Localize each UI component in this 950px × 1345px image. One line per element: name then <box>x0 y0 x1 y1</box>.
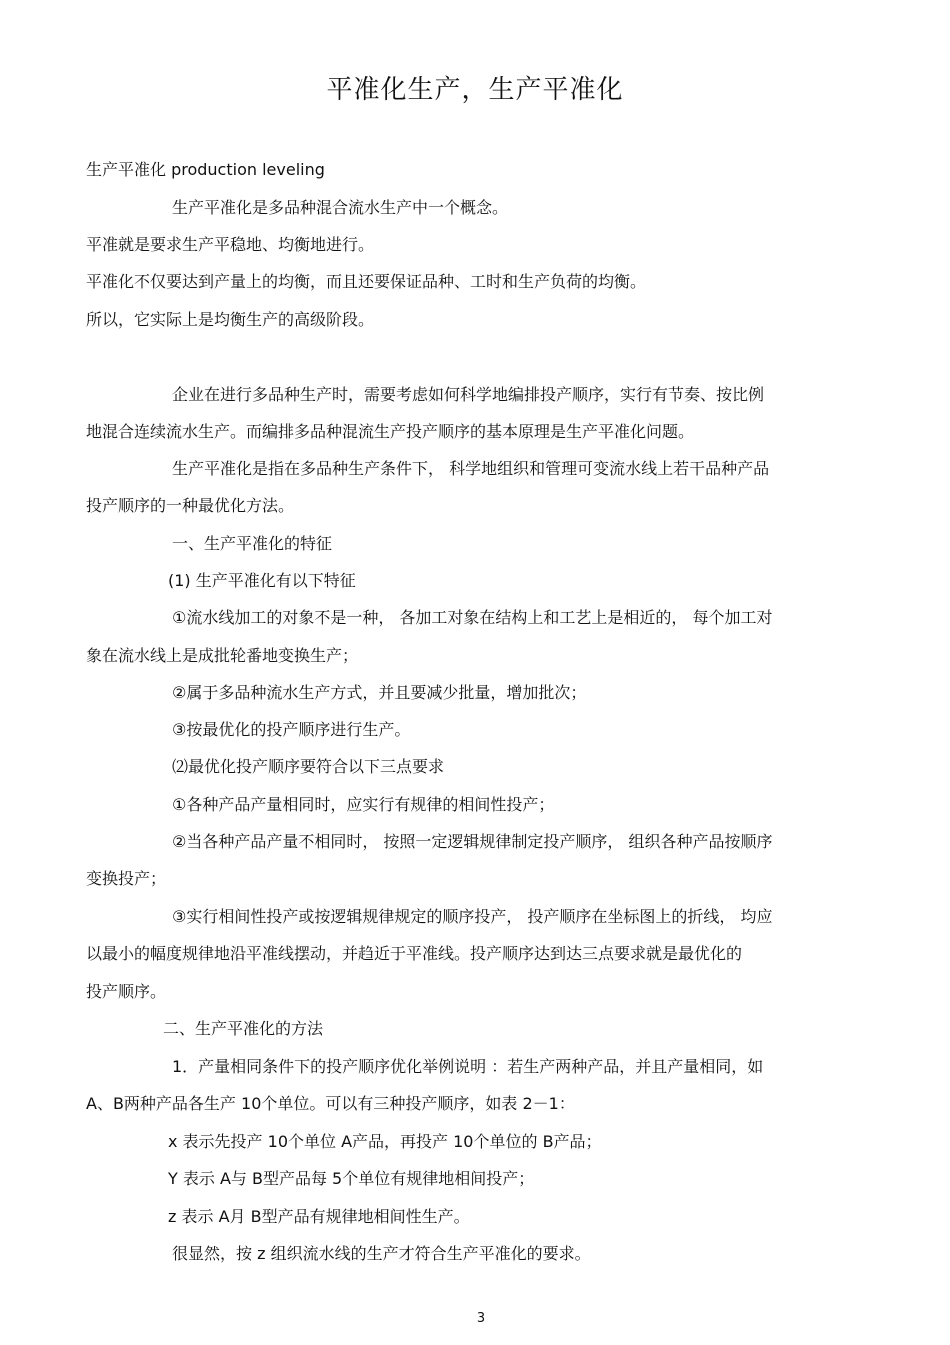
paragraph-line: 生产平准化是指在多品种生产条件下， 科学地组织和管理可变流水线上若干品种产品 <box>172 459 770 478</box>
paragraph-line: 生产平准化是多品种混合流水生产中一个概念。 <box>172 198 509 217</box>
paragraph-line: 企业在进行多品种生产时，需要考虑如何科学地编排投产顺序，实行有节奏、按比例 <box>172 385 765 404</box>
paragraph-line: 平准化不仅要达到产量上的均衡，而且还要保证品种、工时和生产负荷的均衡。 <box>86 272 647 291</box>
list-item: ①各种产品产量相同时，应实行有规律的相间性投产； <box>172 795 555 814</box>
paragraph-line: 地混合连续流水生产。而编排多品种混流生产投产顺序的基本原理是生产平准化问题。 <box>86 422 695 441</box>
paragraph-line: A、B两种产品各生产 10个单位。可以有三种投产顺序，如表 2－1： <box>86 1094 575 1113</box>
paragraph-line: 所以，它实际上是均衡生产的高级阶段。 <box>86 310 375 329</box>
list-item: x 表示先投产 10个单位 A产品，再投产 10个单位的 B产品； <box>168 1132 602 1151</box>
paragraph-line: 投产顺序的一种最优化方法。 <box>86 496 295 515</box>
paragraph-line: 以最小的幅度规律地沿平准线摆动，并趋近于平准线。投产顺序达到达三点要求就是最优化的 <box>86 944 743 963</box>
list-heading: ⑵最优化投产顺序要符合以下三点要求 <box>172 757 445 776</box>
section-heading: 生产平准化 production leveling <box>86 160 325 179</box>
list-item: ③按最优化的投产顺序进行生产。 <box>172 720 411 739</box>
page-number: 3 <box>476 1311 486 1326</box>
list-item: ②属于多品种流水生产方式，并且要减少批量，增加批次； <box>172 683 587 702</box>
list-item: Y 表示 A与 B型产品每 5个单位有规律地相间投产； <box>168 1169 535 1188</box>
paragraph-line: 变换投产； <box>86 869 167 888</box>
page-title: 平准化生产，生产平准化 <box>326 75 624 105</box>
list-heading: (1) 生产平准化有以下特征 <box>168 571 356 590</box>
paragraph-line: ②当各种产品产量不相同时， 按照一定逻辑规律制定投产顺序， 组织各种产品按顺序 <box>172 832 773 851</box>
paragraph-line: 很显然，按 z 组织流水线的生产才符合生产平准化的要求。 <box>172 1244 591 1263</box>
paragraph-line: ③实行相间性投产或按逻辑规律规定的顺序投产， 投产顺序在坐标图上的折线， 均应 <box>172 907 773 926</box>
paragraph-line: 投产顺序。 <box>86 982 167 1001</box>
subsection-heading: 二、生产平准化的方法 <box>163 1019 324 1038</box>
paragraph-line: 1．产量相同条件下的投产顺序优化举例说明 ：若生产两种产品，并且产量相同，如 <box>172 1057 764 1076</box>
paragraph-line: 平准就是要求生产平稳地、均衡地进行。 <box>86 235 375 254</box>
list-item: z 表示 A月 B型产品有规律地相间性生产。 <box>168 1207 470 1226</box>
paragraph-line: ①流水线加工的对象不是一种， 各加工对象在结构上和工艺上是相近的， 每个加工对 <box>172 608 773 627</box>
subsection-heading: 一、生产平准化的特征 <box>172 534 333 553</box>
paragraph-line: 象在流水线上是成批轮番地变换生产； <box>86 646 359 665</box>
